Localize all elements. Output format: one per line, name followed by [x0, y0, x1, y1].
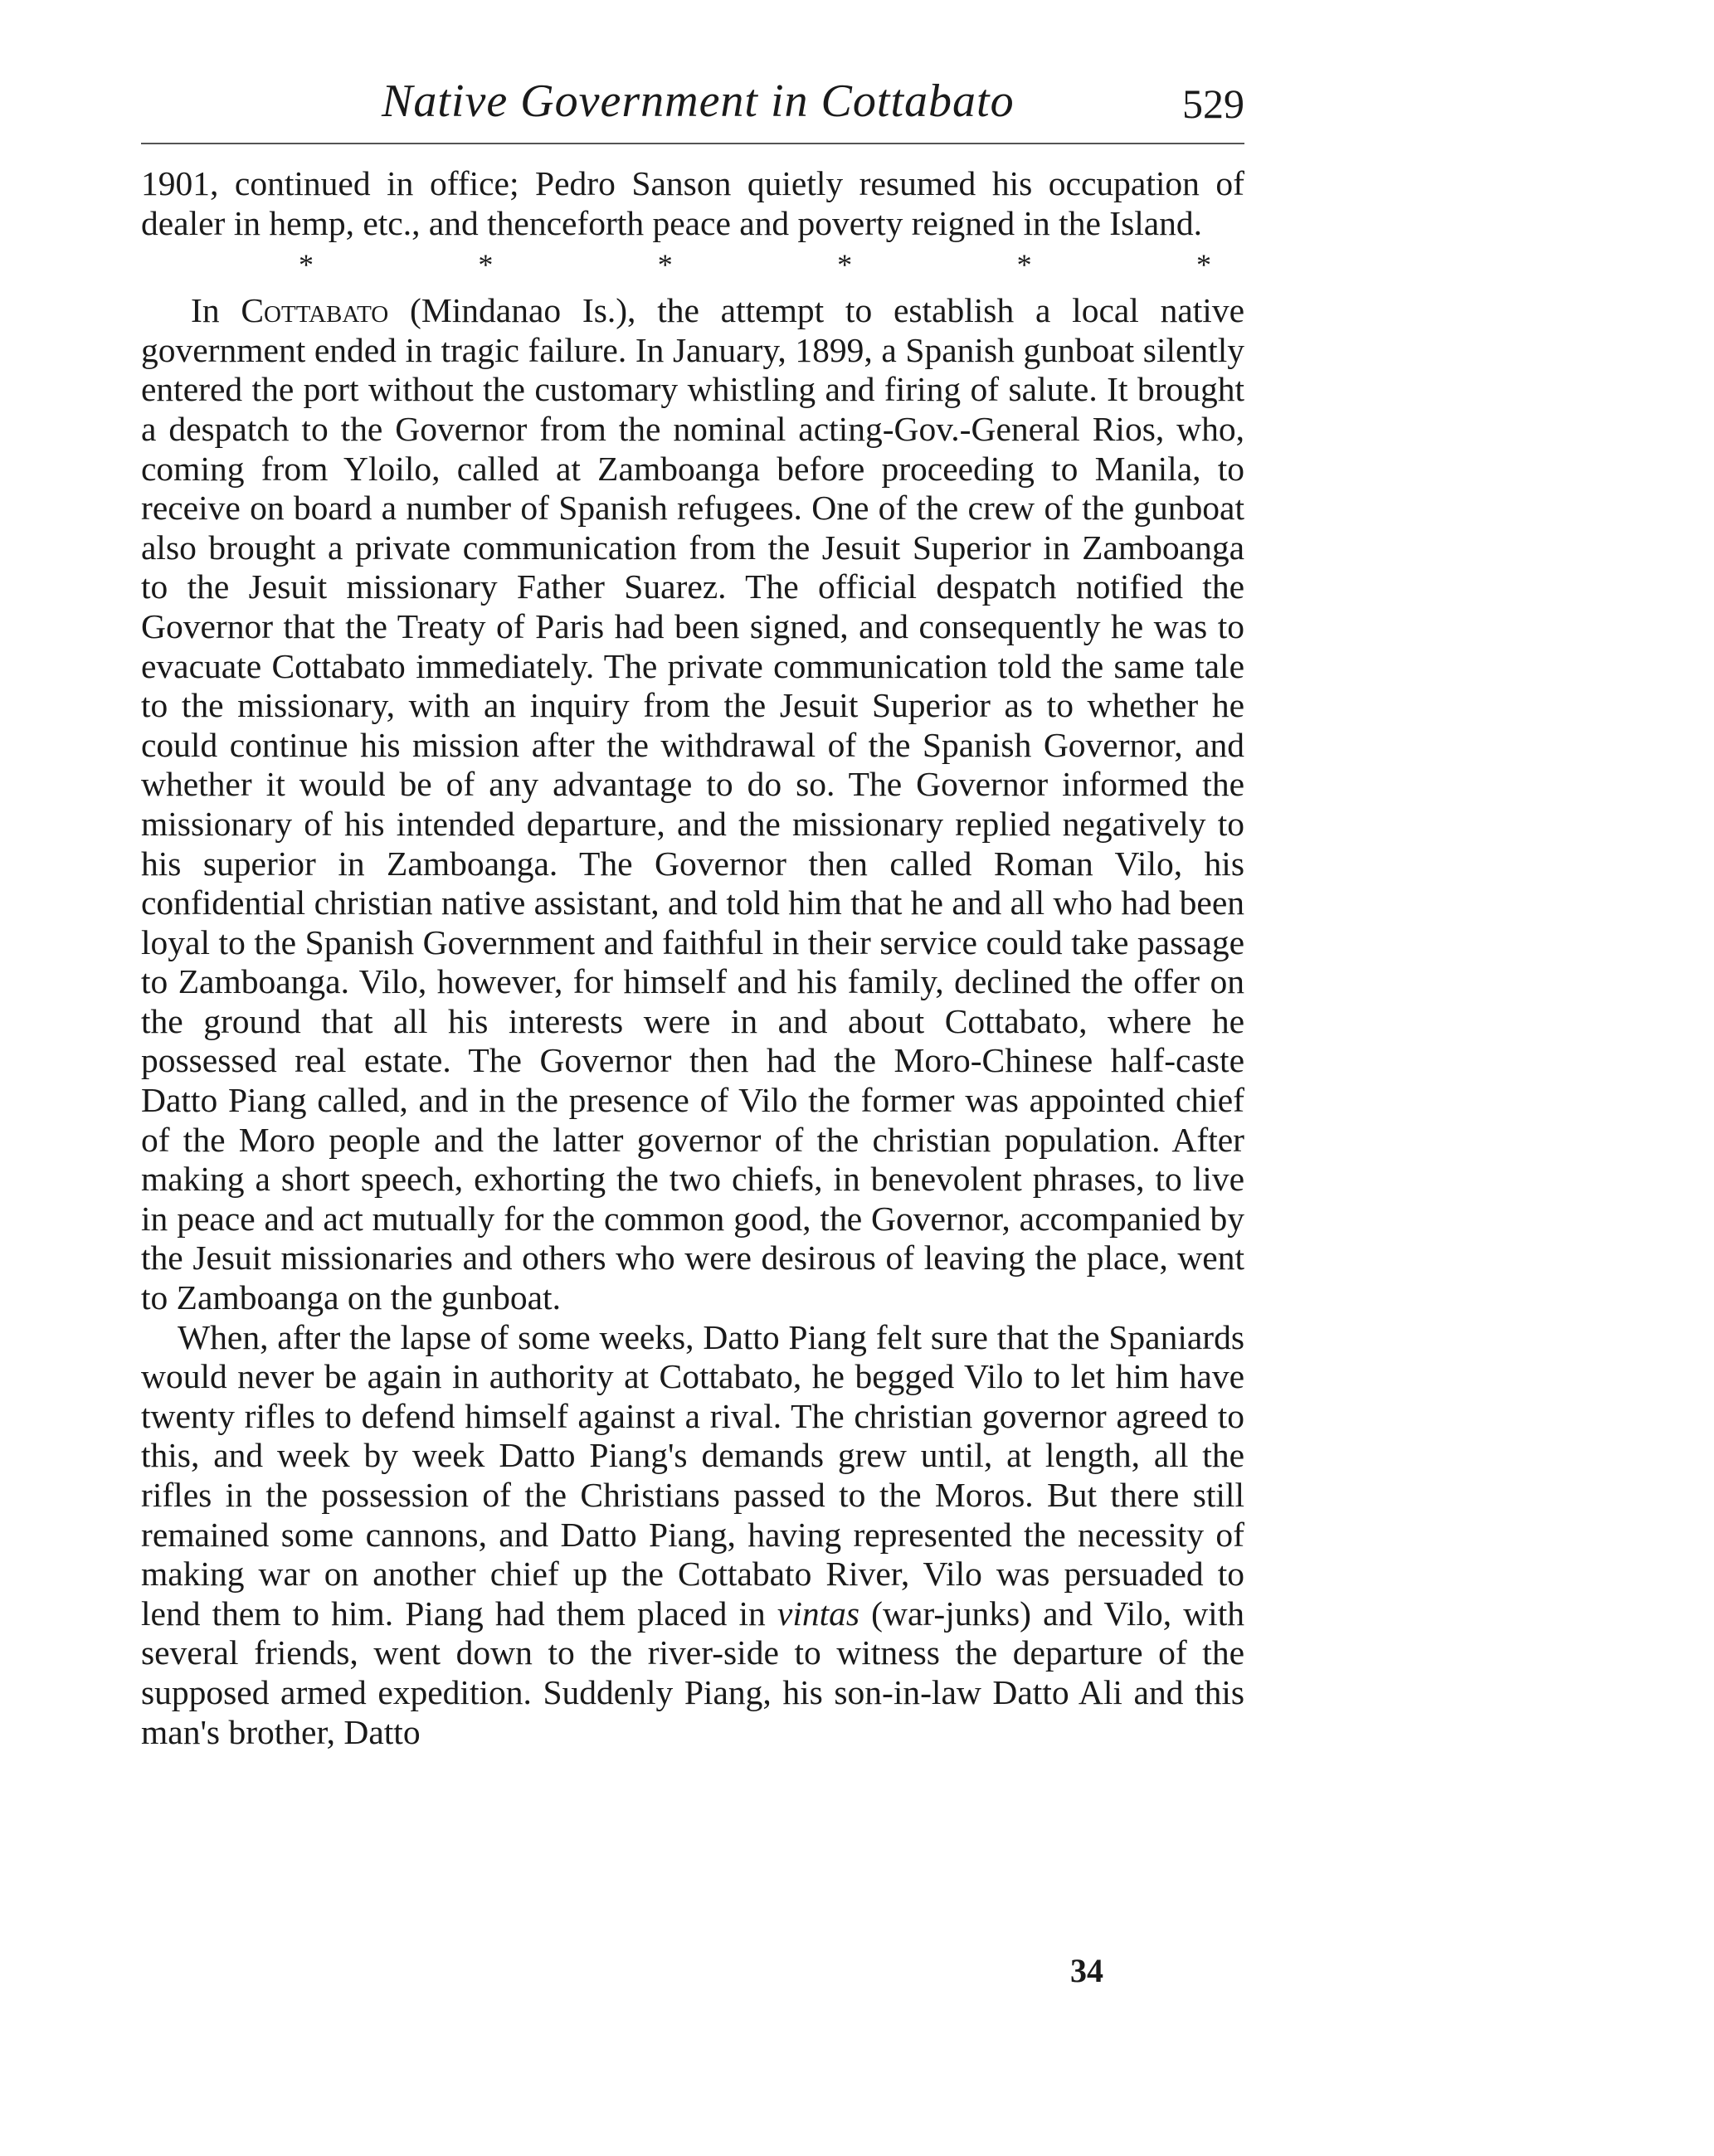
page-header: [141, 75, 1244, 141]
italic-term: vintas: [777, 1594, 860, 1633]
paragraph-after-italic: (war-junks) and Vilo, with several friends, went down to the river-side to witness the departure of the supposed armed expedition. Suddenly Piang, his son-in-law Datto Ali and this man's brother, Datto: [141, 1594, 1244, 1751]
asterisk: *: [299, 248, 314, 282]
paragraph-continuation: 1901, continued in office; Pedro Sanson quietly resumed his occupation of dealer in hemp, etc., and thenceforth peace and poverty reigned in the Island.: [141, 164, 1244, 242]
asterisk: *: [657, 248, 673, 282]
book-page: [141, 75, 1244, 2107]
asterisk: *: [1016, 248, 1032, 282]
paragraph-cottabato: [141, 291, 1244, 1317]
asterisk: *: [1195, 248, 1211, 282]
running-title: Native Government in Cottabato: [382, 75, 1015, 127]
paragraph-piang: [141, 1318, 1244, 1753]
asterisk: *: [837, 248, 853, 282]
signature-mark: 34: [1070, 1952, 1103, 1989]
asterisk: *: [478, 248, 494, 282]
body-text: [141, 164, 1244, 1752]
header-rule: [141, 143, 1244, 144]
place-name-small-caps: Cottabato: [241, 291, 389, 330]
paragraph-rest: (Mindanao Is.), the attempt to establish a local native government ended in tragic failure. In January, 1899, a Spanish gunboat silently entered the port without the customary whistling and firing of salute. It brought a despatch to the Governor from the nominal acting-Gov.-General Rios, who, coming from Yloilo, called at Zamboanga before proceeding to Manila, to receive on board a number of Spanish refugees. One of the crew of the gunboat also brought a private communication from the Jesuit Superior in Zamboanga to the Jesuit missionary Father Suarez. The official despatch notified the Governor that the Treaty of Paris had been signed, and consequently he was to evacuate Cottabato immediately. The private communication told the same tale to the missionary, with an inquiry from the Jesuit Superior as to whether he could continue his mission after the withdrawal of the Spanish Governor, and whether it would be of any advantage to do so. The Governor informed the missionary of his intended departure, and the missionary replied negatively to his superior in Zamboanga. The Governor then called Roman Vilo, his confidential christian native assistant, and told him that he and all who had been loyal to the Spanish Government and faithful in their service could take passage to Zamboanga. Vilo, however, for himself and his family, declined the offer on the ground that all his interests were in and about Cottabato, where he possessed real estate. The Governor then had the Moro-Chinese half-caste Datto Piang called, and in the presence of Vilo the former was appointed chief of the Moro people and the latter governor of the christian population. After making a short speech, exhorting the two chiefs, in benevolent phrases, to live in peace and act mutually for the common good, the Governor, accompanied by the Jesuit missionaries and others who were desirous of leaving the place, went to Zamboanga on the gunboat.: [141, 291, 1244, 1317]
paragraph-before-italic: When, after the lapse of some weeks, Datto Piang felt sure that the Spaniards would never be again in authority at Cottabato, he begged Vilo to let him have twenty rifles to defend himself against a rival. The christian governor agreed to this, and week by week Datto Piang's demands grew until, at length, all the rifles in the possession of the Christians passed to the Moros. But there still remained some cannons, and Datto Piang, having represented the necessity of making war on another chief up the Cottabato River, Vilo was persuaded to lend them to him. Piang had them placed in: [141, 1317, 1244, 1633]
section-break-asterisms: [299, 246, 1211, 283]
paragraph-lead: In: [191, 291, 241, 330]
page-number: 529: [1182, 80, 1244, 127]
